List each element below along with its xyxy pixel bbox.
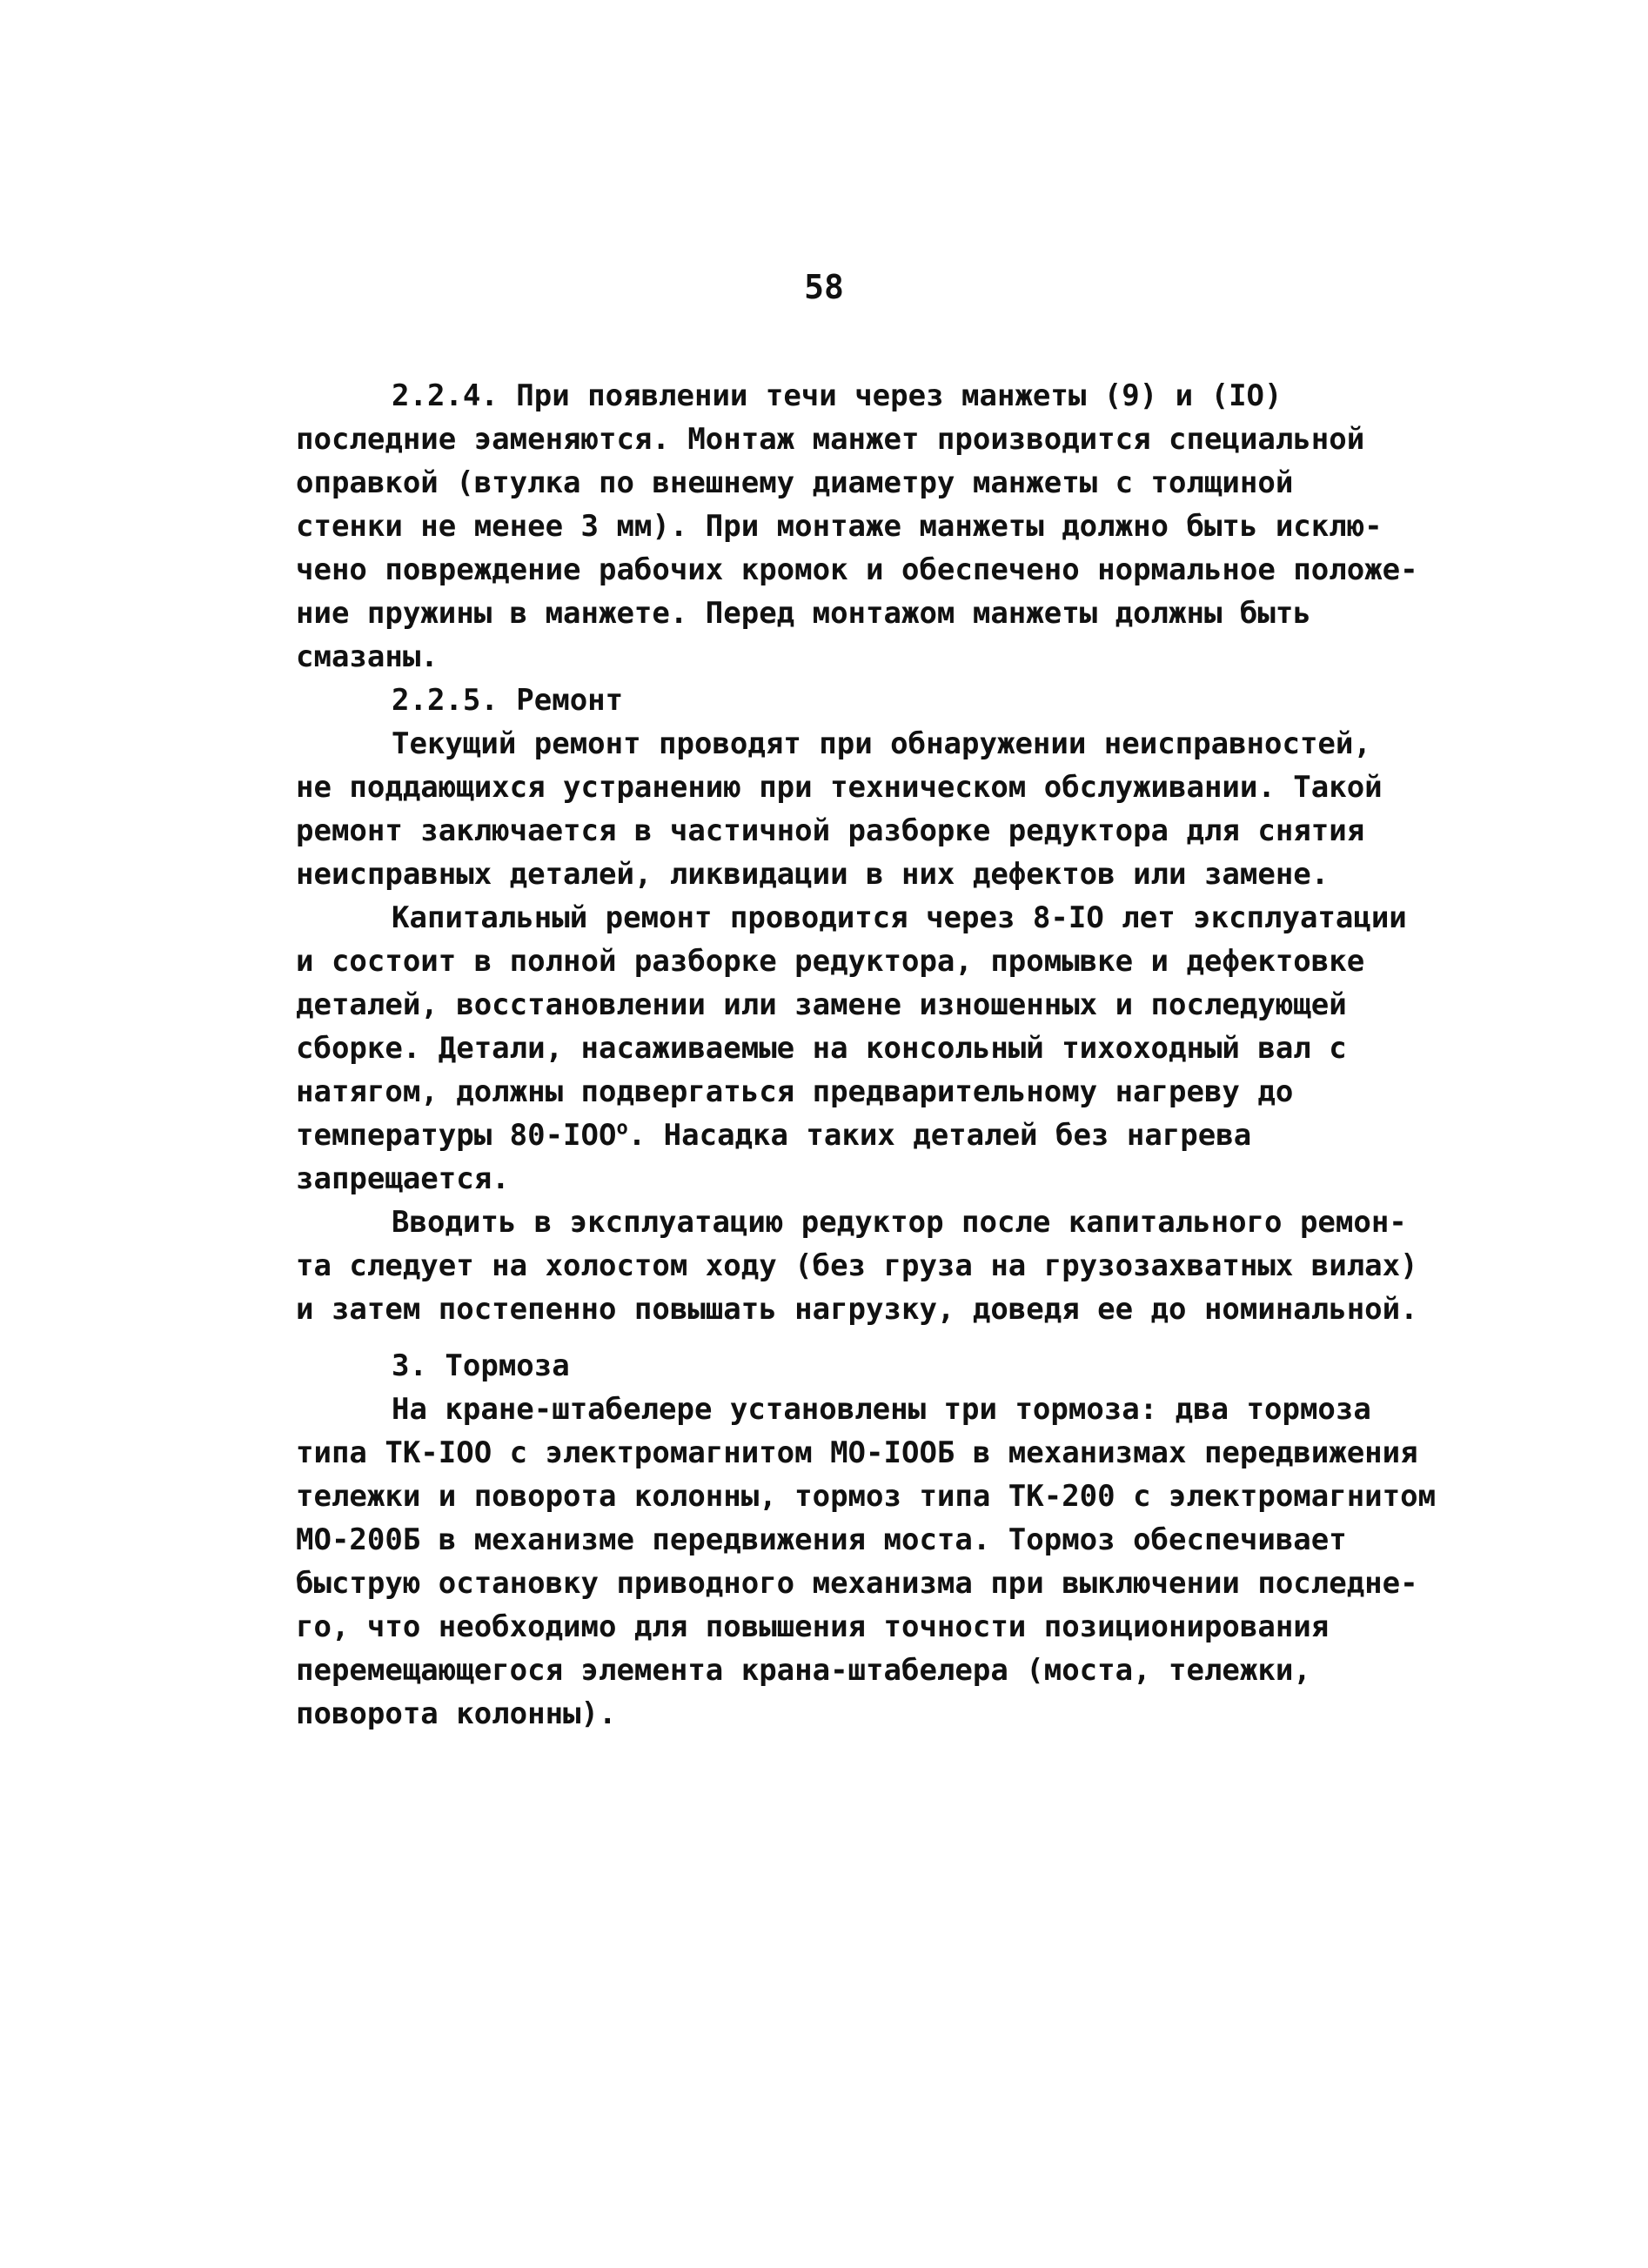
current-repair-line-1: Текущий ремонт проводят при обнаружении неисправностей, <box>392 726 1371 761</box>
commissioning-line-3: и затем постепенно повышать нагрузку, доведя ее до номинальной. <box>296 1292 1418 1327</box>
capital-repair-line-7: запрещается. <box>296 1161 510 1196</box>
brakes-line-2: типа ТК-IOO с электромагнитом МО-IOOБ в механизмах передвижения <box>296 1435 1418 1470</box>
current-repair-line-2: не поддающихся устранению при техническом обслуживании. Такой <box>296 770 1383 805</box>
paragraph-224-line-5: чено повреждение рабочих кромок и обеспечено нормальное положе- <box>296 552 1418 587</box>
paragraph-224-line-1: 2.2.4. При появлении течи через манжеты (9) и (IO) <box>392 378 1283 413</box>
section-225-heading: 2.2.5. Ремонт <box>392 683 624 718</box>
paragraph-224-line-2: последние эаменяются. Монтаж манжет производится специальной <box>296 422 1365 457</box>
current-repair-line-3: ремонт заключается в частичной разборке редуктора для снятия <box>296 813 1365 848</box>
degree-sign: o <box>616 1117 628 1140</box>
paragraph-224-line-7: смазаны. <box>296 639 439 674</box>
capital-repair-line-2: и состоит в полной разборке редуктора, промывке и дефектовке <box>296 944 1365 979</box>
brakes-line-7: перемещающегося элемента крана-штабелера (моста, тележки, <box>296 1653 1311 1688</box>
brakes-line-4: МО-200Б в механизме передвижения моста. Тормоз обеспечивает <box>296 1522 1347 1557</box>
brakes-line-8: поворота колонны). <box>296 1696 617 1731</box>
page-number: 58 <box>804 268 844 306</box>
paragraph-224-line-4: стенки не менее 3 мм). При монтаже манжеты должно быть исклю- <box>296 509 1383 544</box>
capital-repair-line-3: деталей, восстановлении или замене изношенных и последующей <box>296 987 1347 1022</box>
capital-repair-line-1: Капитальный ремонт проводится через 8-IO лет эксплуатации <box>392 900 1407 935</box>
capital-repair-tail: . Насадка таких деталей без нагрева <box>627 1118 1252 1153</box>
capital-repair-line-5: натягом, должны подвергаться предварительному нагреву до <box>296 1074 1294 1109</box>
capital-repair-line-4: сборке. Детали, насаживаемые на консольный тихоходный вал с <box>296 1031 1347 1066</box>
brakes-line-3: тележки и поворота колонны, тормоз типа ТК-200 с электромагнитом <box>296 1479 1437 1514</box>
section-3-heading: 3. Тормоза <box>392 1348 570 1383</box>
commissioning-line-1: Вводить в эксплуатацию редуктор после капитального ремон- <box>392 1205 1407 1240</box>
brakes-line-1: На кране-штабелере установлены три тормоза: два тормоза <box>392 1392 1371 1427</box>
commissioning-line-2: та следует на холостом ходу (без груза на грузозахватных вилах) <box>296 1248 1418 1283</box>
paragraph-224-line-6: ние пружины в манжете. Перед монтажом манжеты должны быть <box>296 596 1311 631</box>
brakes-line-5: быструю остановку приводного механизма при выключении последне- <box>296 1566 1418 1601</box>
current-repair-line-4: неисправных деталей, ликвидации в них дефектов или замене. <box>296 857 1330 892</box>
brakes-line-6: го, что необходимо для повышения точности позиционирования <box>296 1609 1330 1644</box>
capital-repair-line-6 <box>296 1114 1251 1157</box>
capital-repair-temperature: температуры 80-IOO <box>296 1118 617 1153</box>
paragraph-224-line-3: оправкой (втулка по внешнему диаметру манжеты с толщиной <box>296 465 1294 500</box>
